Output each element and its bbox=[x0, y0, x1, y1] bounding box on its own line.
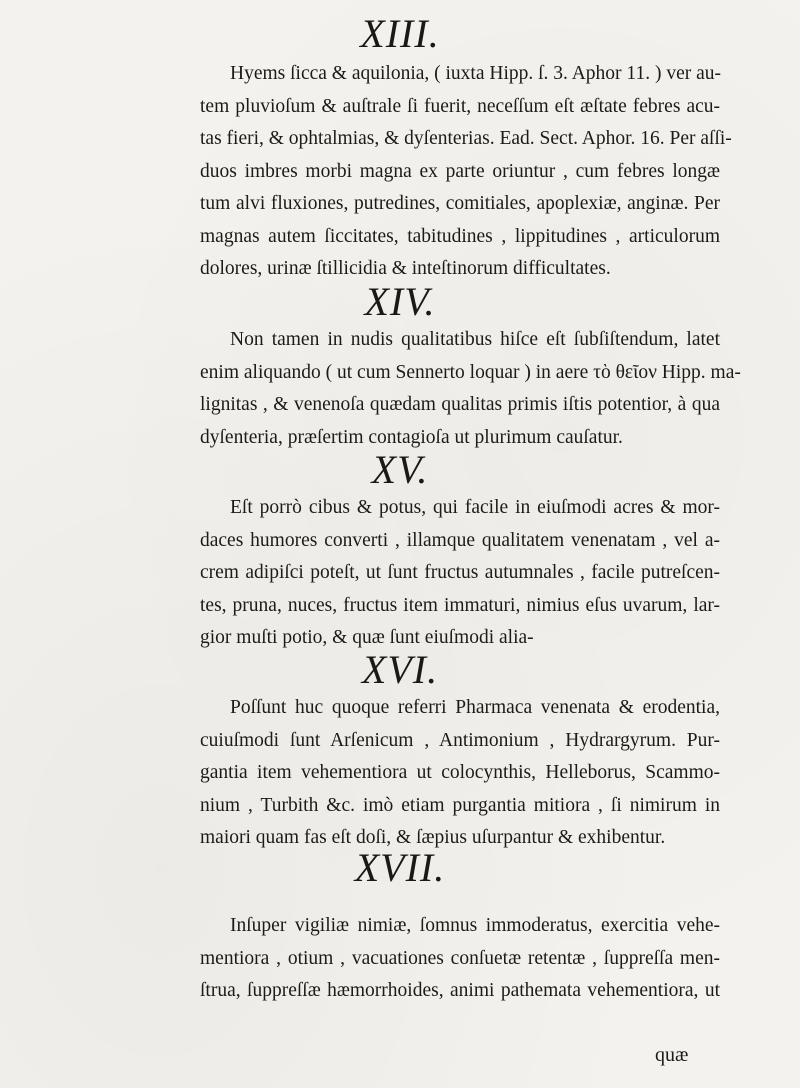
text-line: Eſt porrò cibus & potus, qui facile in eiuſmodi acres & mor- bbox=[230, 497, 720, 518]
paragraph-xiii bbox=[200, 58, 732, 286]
text-line: ſtrua, ſuppreſſæ hæmorrhoides, animi pathemata vehementiora, ut bbox=[200, 980, 720, 1001]
paragraph-xvii bbox=[200, 910, 720, 1008]
text-line: gantia item vehementiora ut colocynthis, Helleborus, Scammo- bbox=[200, 762, 720, 783]
text-line: Inſuper vigiliæ nimiæ, ſomnus immoderatus, exercitia vehe- bbox=[230, 915, 720, 936]
text-line: nium , Turbith &c. imò etiam purgantia mitiora , ſi nimirum in bbox=[200, 794, 720, 816]
text-line: tas fieri, & ophtalmias, & dyſenterias. Ead. Sect. Aphor. 16. Per aſſi- bbox=[200, 128, 732, 149]
section-numeral-xvii: XVII. bbox=[354, 845, 446, 890]
section-numeral-xiii: XIII. bbox=[360, 11, 440, 56]
paragraph-xv bbox=[200, 492, 720, 655]
paragraph-xiv bbox=[200, 324, 741, 454]
text-line: lignitas , & venenoſa quædam qualitas primis iſtis potentior, à qua bbox=[200, 394, 720, 415]
text-line: enim aliquando ( ut cum Sennerto loquar ) in aere τὸ θεῖον Hipp. ma- bbox=[200, 361, 741, 383]
text-line: dyſenteria, præſertim contagioſa ut plurimum cauſatur. bbox=[200, 426, 623, 448]
text-line: duos imbres morbi magna ex parte oriuntur , cum febres longæ bbox=[200, 160, 720, 182]
text-line: tum alvi fluxiones, putredines, comitiales, apoplexiæ, anginæ. Per bbox=[200, 193, 720, 214]
text-line: maiori quam fas eſt doſi, & ſæpius uſurpantur & exhibentur. bbox=[200, 827, 666, 848]
text-line: gior muſti potio, & quæ ſunt eiuſmodi alia- bbox=[200, 627, 534, 648]
section-numeral-xvi: XVI. bbox=[361, 647, 439, 692]
text-line: dolores, urinæ ſtillicidia & inteſtinorum difficultates. bbox=[200, 258, 611, 279]
text-line: cuiuſmodi ſunt Arſenicum , Antimonium , Hydrargyrum. Pur- bbox=[200, 729, 720, 751]
text-line: Poſſunt huc quoque referri Pharmaca venenata & erodentia, bbox=[230, 697, 720, 718]
text-line: tem pluvioſum & auſtrale ſi fuerit, neceſſum eſt æſtate febres acu- bbox=[200, 95, 720, 117]
section-numeral-xiv: XIV. bbox=[364, 279, 436, 324]
text-line: daces humores converti , illamque qualitatem venenatam , vel a- bbox=[200, 529, 720, 551]
section-numeral-xv: XV. bbox=[371, 447, 429, 492]
text-line: crem adipiſci poteſt, ut ſunt fructus autumnales , facile putreſcen- bbox=[200, 562, 720, 583]
text-line: Non tamen in nudis qualitatibus hiſce eſt ſubſiſtendum, latet bbox=[230, 329, 720, 350]
text-line: mentiora , otium , vacuationes conſuetæ retentæ , ſuppreſſa men- bbox=[200, 947, 720, 969]
text-line: magnas autem ſiccitates, tabitudines , lippitudines , articulorum bbox=[200, 225, 720, 247]
text-line: tes, pruna, nuces, fructus item immaturi, nimius eſus uvarum, lar- bbox=[200, 594, 720, 616]
catchword: quæ bbox=[655, 1044, 689, 1066]
text-line: Hyems ſicca & aquilonia, ( iuxta Hipp. ſ. 3. Aphor 11. ) ver au- bbox=[230, 63, 721, 84]
paragraph-xvi bbox=[200, 692, 720, 855]
